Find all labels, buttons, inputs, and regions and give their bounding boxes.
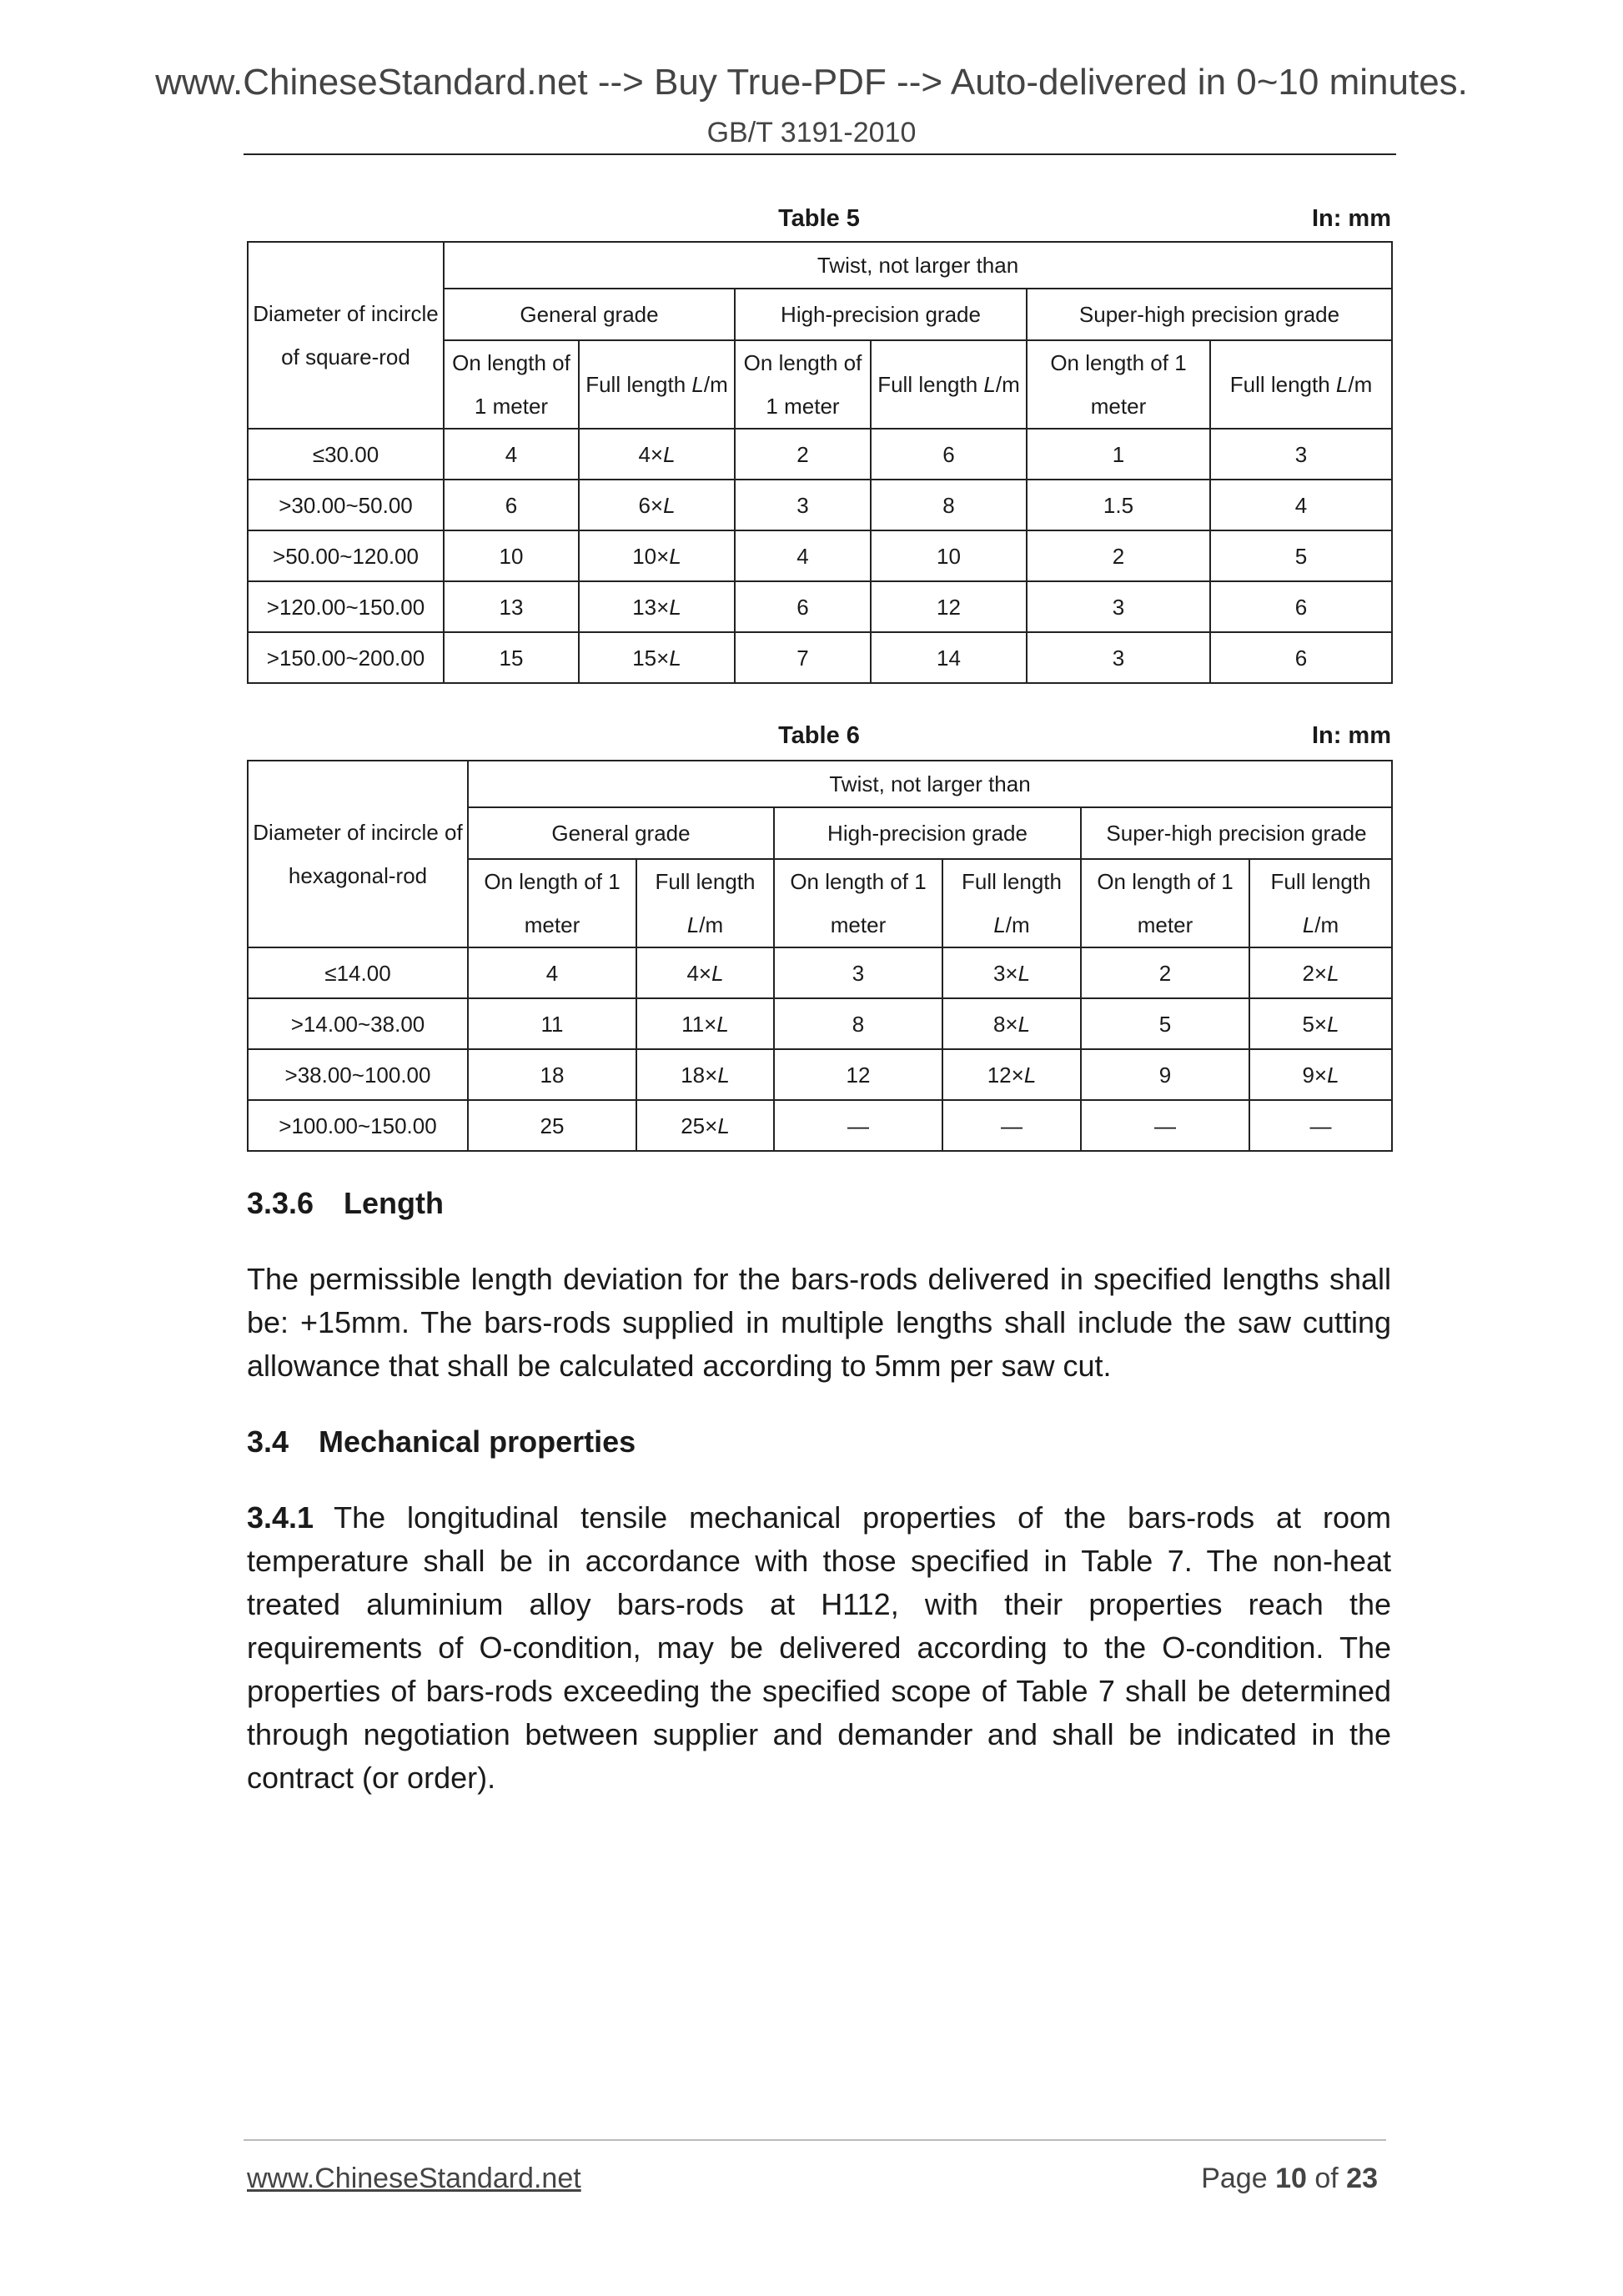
table6-cell [1249, 947, 1392, 998]
table6-unit: In: mm [1311, 722, 1391, 749]
table6-on-length-l1: On length of 1 [484, 869, 621, 894]
table5-high-on-length [735, 340, 871, 429]
table6-cell: 8 [774, 998, 942, 1049]
table5-cell: 10 [444, 530, 579, 581]
table5-general-full-prefix: Full length [585, 372, 692, 397]
table-row [248, 947, 1392, 998]
table5-cell: 3 [1027, 581, 1210, 632]
var-L: L [1018, 1011, 1031, 1037]
times-sign: × [705, 1113, 718, 1138]
var-L: L [1327, 1011, 1339, 1037]
table5-cell: 3 [1027, 632, 1210, 683]
table6-var-L: L [686, 912, 700, 937]
times-sign: × [1314, 1062, 1328, 1088]
table6-group-header: Twist, not larger than [468, 761, 1392, 807]
table-row [248, 581, 1392, 632]
var-L: L [1327, 960, 1339, 986]
table6-cell-dash: — [1081, 1100, 1249, 1151]
table6-cell-num: 12 [987, 1062, 1012, 1088]
table6-row-header [248, 761, 468, 947]
paragraph-341 [247, 1496, 1391, 1800]
times-sign: × [1314, 960, 1328, 986]
table5-high-full-prefix: Full length [877, 372, 984, 397]
table6-high-full-length [942, 859, 1081, 947]
table5-cell: 4 [1210, 480, 1392, 530]
table5-caption [247, 205, 1391, 239]
table5-cell: 6 [444, 480, 579, 530]
table6-cell-num: 11 [681, 1011, 705, 1037]
table5-cell: 6 [1210, 581, 1392, 632]
var-L: L [663, 492, 676, 518]
table5-general-on-length-l2: 1 meter [474, 394, 549, 419]
table6-full-suffix: /m [699, 912, 724, 937]
page-current: 10 [1275, 2163, 1307, 2194]
table6-cell: 9 [1081, 1049, 1249, 1100]
section-heading-336 [247, 1186, 444, 1221]
table5-high-on-length-l2: 1 meter [766, 394, 840, 419]
table5-cell: 8 [871, 480, 1027, 530]
table6-cell: 5 [1081, 998, 1249, 1049]
times-sign: × [656, 543, 670, 569]
table5-cell: 6 [1210, 632, 1392, 683]
header-divider [244, 153, 1396, 155]
table5-row-header-line2: of square-rod [281, 344, 410, 369]
times-sign: × [1011, 1062, 1024, 1088]
table6-row-header-line2: hexagonal-rod [288, 863, 428, 888]
table5-cell-diameter: >150.00~200.00 [248, 632, 444, 683]
section-number: 3.4 [247, 1424, 289, 1459]
table6-on-length-l1: On length of 1 [1097, 869, 1234, 894]
times-sign: × [704, 1011, 717, 1037]
table6-cell-diameter: >14.00~38.00 [248, 998, 468, 1049]
header-banner: www.ChineseStandard.net --> Buy True-PDF --> Auto-delivered in 0~10 minutes. [155, 62, 1468, 103]
table6-grade-super: Super-high precision grade [1081, 807, 1392, 859]
table6-cell-num: 2 [1302, 960, 1314, 986]
table6-cell: 25 [468, 1100, 636, 1151]
table6-cell [1249, 1049, 1392, 1100]
table5-cell: 1.5 [1027, 480, 1210, 530]
page-of: of [1314, 2163, 1339, 2194]
table6-cell: 3 [774, 947, 942, 998]
var-L: L [663, 441, 676, 467]
table6-general-on-length [468, 859, 636, 947]
table5-cell: 3 [735, 480, 871, 530]
var-L: L [1327, 1062, 1339, 1088]
table5-cell: 4 [444, 429, 579, 480]
table5-cell-num: 10 [632, 543, 657, 569]
table5-cell: 5 [1210, 530, 1392, 581]
table5-super-on-length [1027, 340, 1210, 429]
table6-cell [636, 1100, 774, 1151]
var-L: L [669, 645, 681, 671]
table5-var-L: L [1335, 372, 1349, 397]
table6-full-l2 [639, 903, 771, 947]
standard-code: GB/T 3191-2010 [706, 117, 917, 148]
times-sign: × [1005, 960, 1018, 986]
table5-cell-diameter: >50.00~120.00 [248, 530, 444, 581]
table6-cell-num: 3 [992, 960, 1006, 986]
table6-cell-num: 18 [681, 1062, 706, 1088]
table5-super-on-length-l2: meter [1090, 394, 1147, 419]
table6-cell-dash: — [1249, 1100, 1392, 1151]
table5-cell: 10 [871, 530, 1027, 581]
footer-site-link[interactable]: www.ChineseStandard.net [247, 2163, 581, 2194]
table6-on-length-l1: On length of 1 [790, 869, 927, 894]
table5-cell: 13 [444, 581, 579, 632]
table5-full-suffix: /m [1348, 372, 1373, 397]
footer-divider [244, 2139, 1386, 2141]
times-sign: × [1005, 1011, 1018, 1037]
table6-cell [1249, 998, 1392, 1049]
table5-full-suffix: /m [995, 372, 1020, 397]
var-L: L [717, 1113, 730, 1138]
table-row [248, 530, 1392, 581]
clause-text: The longitudinal tensile mechanical properties of the bars-rods at room temperature shall be in accordance with those specified in Table 7. The non-heat treated aluminium alloy bars-rods at H112, with their properties reach the requirements of O-condition, may be delivered according to the O-condition. The properties of bars-rods exceeding the specified scope of Table 7 shall be determined through negotiation between supplier and demander and shall be indicated in the contract (or order). [247, 1500, 1391, 1795]
table5-cell: 2 [735, 429, 871, 480]
table6-cell-num: 25 [681, 1113, 706, 1138]
times-sign: × [698, 960, 712, 986]
table5-grade-high: High-precision grade [735, 289, 1027, 340]
table5-grade-super: Super-high precision grade [1027, 289, 1392, 340]
section-title: Mechanical properties [319, 1424, 636, 1459]
table5-var-L: L [983, 372, 996, 397]
table5-cell: 2 [1027, 530, 1210, 581]
table5 [247, 241, 1393, 684]
table6-title: Table 6 [778, 722, 860, 749]
table-row [248, 429, 1392, 480]
table-row [248, 632, 1392, 683]
var-L: L [669, 594, 681, 620]
table6-full-suffix: /m [1005, 912, 1030, 937]
page-word: Page [1201, 2163, 1268, 2194]
paragraph-336: The permissible length deviation for the bars-rods delivered in specified lengths shall be: +15mm. The bars-rods supplied in multiple lengths shall include the saw cutting allowance that shall be calculated according to 5mm per saw cut. [247, 1262, 1391, 1383]
table5-super-full-length [1210, 340, 1392, 429]
clause-number: 3.4.1 [247, 1500, 314, 1535]
table6-super-on-length [1081, 859, 1249, 947]
times-sign: × [650, 492, 664, 518]
table5-full-suffix: /m [703, 372, 728, 397]
table6-cell: 12 [774, 1049, 942, 1100]
table6-grade-high: High-precision grade [774, 807, 1081, 859]
table-row [248, 1049, 1392, 1100]
table5-cell: 12 [871, 581, 1027, 632]
table5-cell: 15 [444, 632, 579, 683]
table5-cell-diameter: >30.00~50.00 [248, 480, 444, 530]
table6-full-l2 [945, 903, 1078, 947]
table-row [248, 480, 1392, 530]
table-row [248, 1100, 1392, 1151]
table6-var-L: L [993, 912, 1006, 937]
table6-cell-dash: — [774, 1100, 942, 1151]
table5-cell-diameter: ≤30.00 [248, 429, 444, 480]
times-sign: × [1314, 1011, 1328, 1037]
table6-cell: 18 [468, 1049, 636, 1100]
table5-title: Table 5 [778, 205, 860, 232]
table5-super-on-length-l1: On length of 1 [1050, 350, 1187, 375]
table6-on-length-l2: meter [524, 912, 580, 937]
table6-super-full-length [1249, 859, 1392, 947]
table6-row-header-line1: Diameter of incircle of [253, 820, 463, 845]
table6-on-length-l2: meter [1137, 912, 1193, 937]
table6-cell: 11 [468, 998, 636, 1049]
page-total: 23 [1346, 2163, 1378, 2194]
table6-cell [942, 998, 1081, 1049]
table5-unit: In: mm [1311, 205, 1391, 232]
table5-general-on-length [444, 340, 579, 429]
var-L: L [1023, 1062, 1037, 1088]
table5-general-full-length [579, 340, 735, 429]
table6-cell [636, 947, 774, 998]
var-L: L [711, 960, 724, 986]
table6-full-suffix: /m [1314, 912, 1339, 937]
table5-row-header-line1: Diameter of incircle [253, 301, 439, 326]
times-sign: × [656, 645, 670, 671]
table6-cell [942, 947, 1081, 998]
table6-cell-num: 4 [686, 960, 699, 986]
table6-cell [636, 1049, 774, 1100]
table6-cell-diameter: ≤14.00 [248, 947, 468, 998]
table5-cell: 4 [735, 530, 871, 581]
table5-cell-num: 15 [632, 645, 657, 671]
table5-cell [579, 581, 735, 632]
table5-grade-general: General grade [444, 289, 735, 340]
times-sign: × [656, 594, 670, 620]
table6-cell-diameter: >38.00~100.00 [248, 1049, 468, 1100]
table5-var-L: L [691, 372, 704, 397]
var-L: L [717, 1062, 730, 1088]
table6-grade-general: General grade [468, 807, 774, 859]
table6-cell: 4 [468, 947, 636, 998]
table5-cell: 1 [1027, 429, 1210, 480]
table5-super-full-prefix: Full length [1229, 372, 1336, 397]
times-sign: × [650, 441, 664, 467]
table5-cell-num: 6 [638, 492, 651, 518]
page-indicator [1201, 2163, 1378, 2195]
table5-cell: 6 [735, 581, 871, 632]
section-heading-34 [247, 1424, 636, 1459]
table5-cell-num: 4 [638, 441, 651, 467]
table6-full-l1: Full length [1270, 869, 1371, 894]
table5-high-full-length [871, 340, 1027, 429]
table5-cell [579, 429, 735, 480]
table5-general-on-length-l1: On length of [452, 350, 570, 375]
table5-group-header: Twist, not larger than [444, 242, 1392, 289]
table6-full-l1: Full length [962, 869, 1062, 894]
table5-row-header [248, 242, 444, 429]
var-L: L [1018, 960, 1031, 986]
table6-cell [636, 998, 774, 1049]
table5-cell-diameter: >120.00~150.00 [248, 581, 444, 632]
table5-header-row-1 [248, 242, 1392, 289]
table5-cell: 7 [735, 632, 871, 683]
section-title: Length [344, 1186, 444, 1220]
table6-cell-dash: — [942, 1100, 1081, 1151]
table5-cell [579, 480, 735, 530]
table6-cell-num: 5 [1302, 1011, 1314, 1037]
table6-cell-num: 8 [992, 1011, 1006, 1037]
table6-full-l2 [1252, 903, 1389, 947]
times-sign: × [705, 1062, 718, 1088]
table5-cell: 3 [1210, 429, 1392, 480]
table5-cell [579, 632, 735, 683]
table6-cell [942, 1049, 1081, 1100]
section-number: 3.3.6 [247, 1186, 314, 1220]
var-L: L [716, 1011, 729, 1037]
table6-caption [247, 722, 1391, 756]
table5-cell: 6 [871, 429, 1027, 480]
table-row [248, 998, 1392, 1049]
table6-cell: 2 [1081, 947, 1249, 998]
var-L: L [669, 543, 681, 569]
table6-var-L: L [1302, 912, 1315, 937]
table6-full-l1: Full length [655, 869, 756, 894]
table6-cell-diameter: >100.00~150.00 [248, 1100, 468, 1151]
table6 [247, 760, 1393, 1152]
table6-header-row-1 [248, 761, 1392, 807]
table6-cell-num: 9 [1302, 1062, 1314, 1088]
table5-cell-num: 13 [632, 594, 657, 620]
table6-general-full-length [636, 859, 774, 947]
table5-high-on-length-l1: On length of [743, 350, 862, 375]
table6-high-on-length [774, 859, 942, 947]
table5-cell [579, 530, 735, 581]
table5-cell: 14 [871, 632, 1027, 683]
table6-on-length-l2: meter [830, 912, 887, 937]
